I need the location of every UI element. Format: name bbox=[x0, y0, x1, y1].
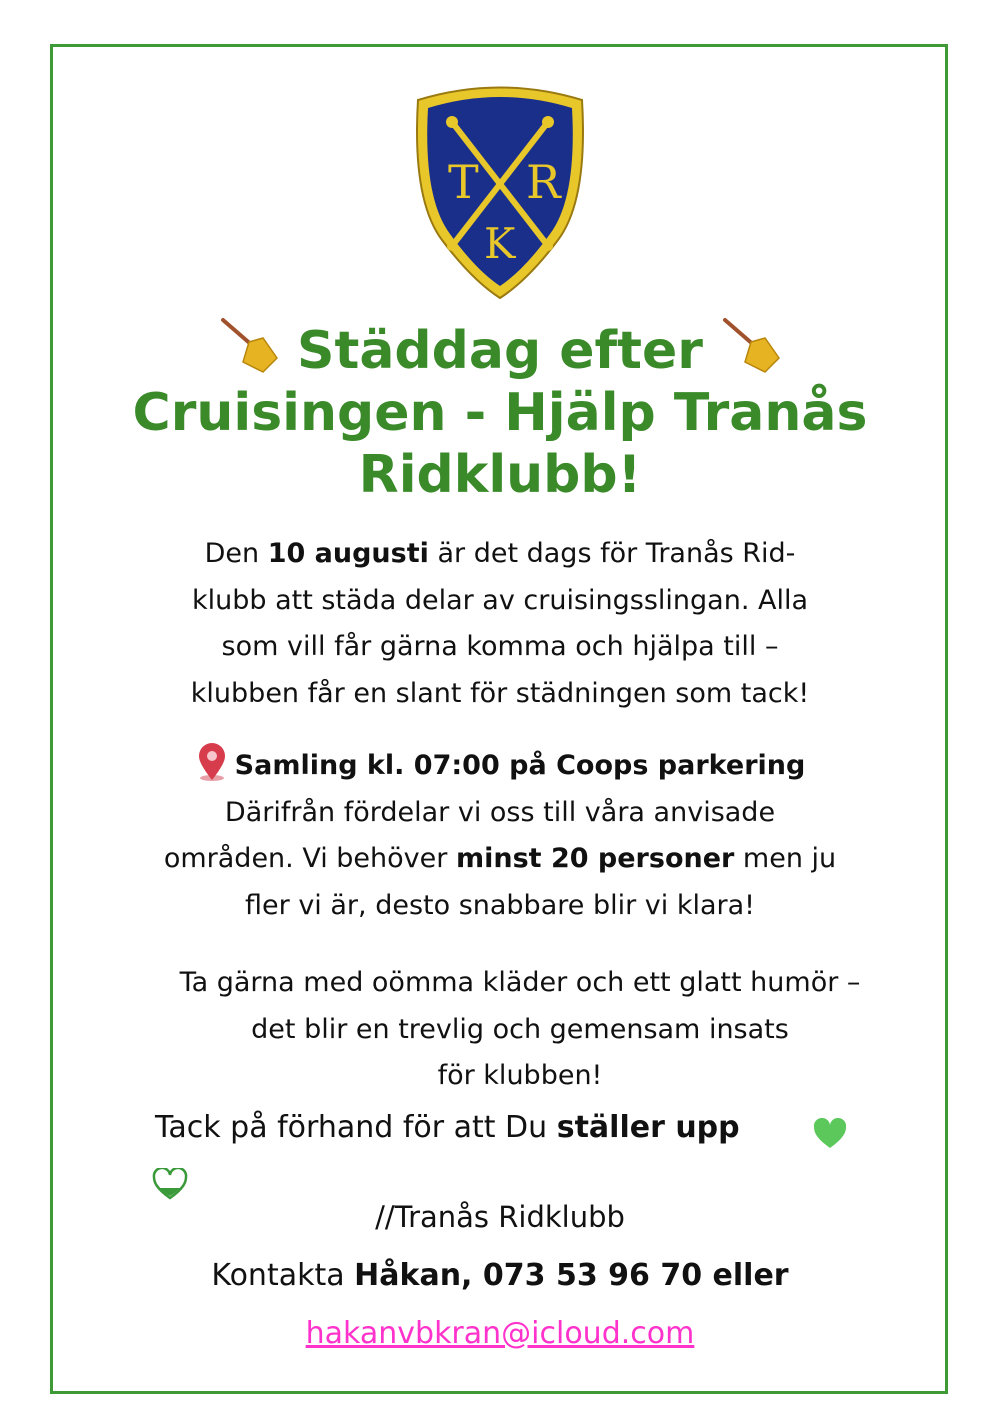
title-line-2: Cruisingen - Hjälp Tranås bbox=[132, 383, 868, 443]
intro-line-2: klubb att städa delar av cruisingsslingan. Alla bbox=[191, 584, 809, 616]
meeting-heading: Samling kl. 07:00 på Coops parkering bbox=[120, 742, 880, 790]
pin-icon bbox=[195, 742, 229, 782]
green-heart-icon bbox=[152, 1168, 188, 1200]
page-title bbox=[100, 316, 900, 506]
clothes-paragraph bbox=[140, 960, 900, 1100]
broom-icon bbox=[219, 316, 279, 374]
email-link[interactable]: hakanvbkran@icloud.com bbox=[305, 1316, 695, 1351]
broom-icon bbox=[721, 316, 781, 374]
contact-line: Kontakta Håkan, 073 53 96 70 eller bbox=[211, 1258, 789, 1293]
logo-letter-k: K bbox=[484, 219, 516, 268]
signature: //Tranås Ridklubb bbox=[375, 1200, 625, 1234]
clothes-line-1: Ta gärna med oömma kläder och ett glatt humör – bbox=[179, 967, 861, 998]
logo-letter-t: T bbox=[448, 155, 479, 209]
title-line-3: Ridklubb! bbox=[358, 445, 642, 505]
green-heart-icon bbox=[812, 1118, 848, 1150]
intro-line-1: Den 10 augusti är det dags för Tranås Rid- bbox=[204, 538, 796, 569]
title-line-1: Städdag efter bbox=[100, 316, 900, 382]
club-logo bbox=[408, 80, 592, 300]
meeting-line-2: Därifrån fördelar vi oss till våra anvisade bbox=[224, 796, 776, 828]
clothes-line-2: det blir en trevlig och gemensam insats bbox=[251, 1013, 789, 1045]
intro-line-3: som vill får gärna komma och hjälpa till – bbox=[221, 631, 779, 662]
intro-paragraph bbox=[120, 531, 880, 717]
email-row bbox=[0, 1316, 1000, 1351]
thanks-line: Tack på förhand för att Du ställer upp bbox=[155, 1110, 740, 1145]
clothes-line-3: för klubben! bbox=[437, 1060, 603, 1091]
meeting-line-4: fler vi är, desto snabbare blir vi klara! bbox=[245, 889, 755, 921]
intro-line-4: klubben får en slant för städningen som tack! bbox=[190, 677, 810, 709]
meeting-paragraph bbox=[120, 742, 880, 929]
meeting-line-3: områden. Vi behöver minst 20 personer men ju bbox=[163, 843, 837, 874]
logo-letter-r: R bbox=[526, 155, 561, 209]
